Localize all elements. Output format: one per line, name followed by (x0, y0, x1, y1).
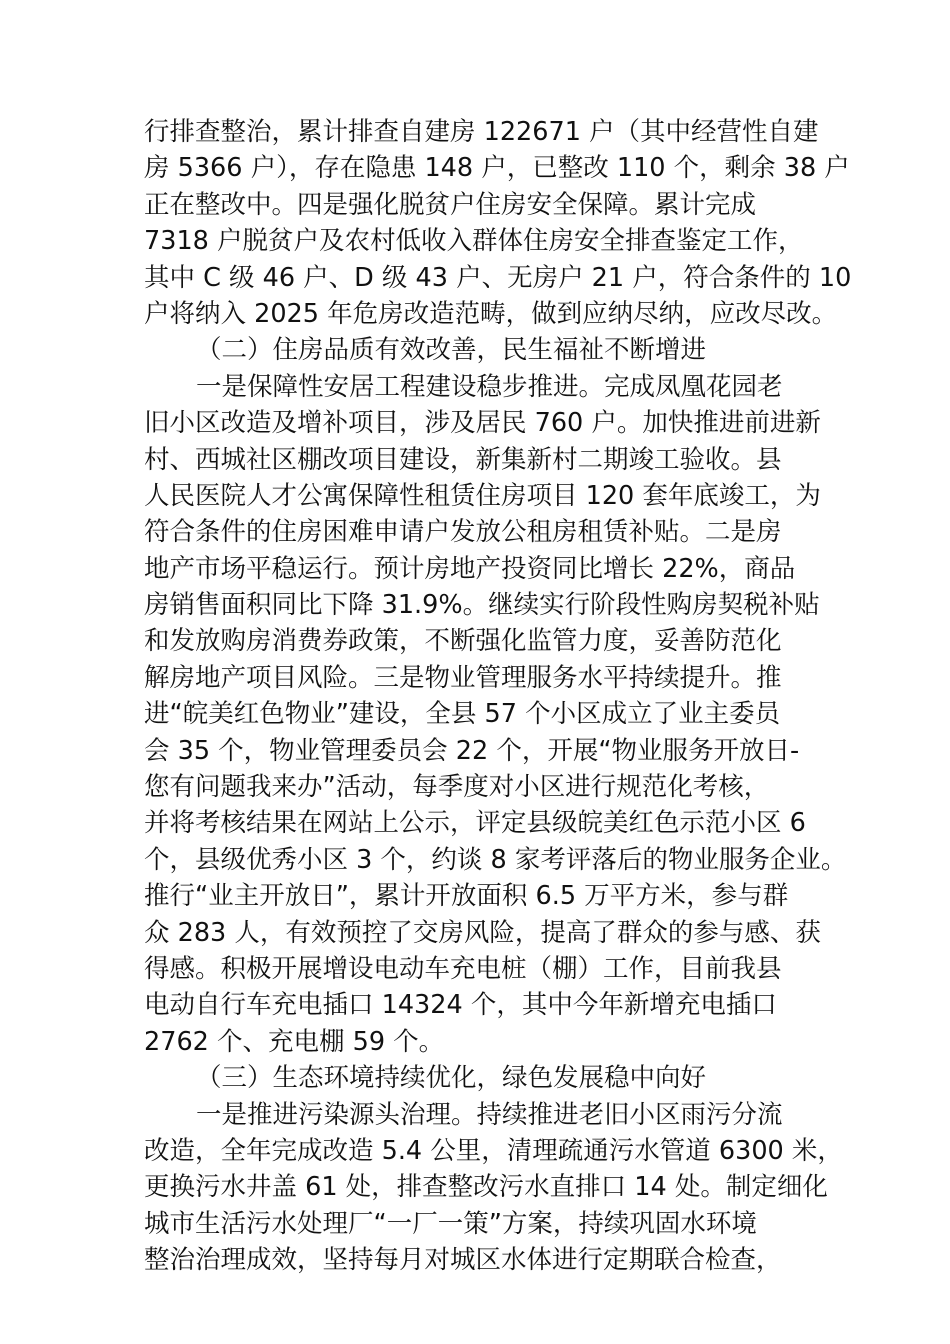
text-line: 城市生活污水处理厂“一厂一策”方案，持续巩固水环境 (144, 1208, 757, 1239)
paragraph-start-line: 一是推进污染源头治理。持续推进老旧小区雨污分流 (196, 1099, 783, 1130)
text-line: 7318 户脱贫户及农村低收入群体住房安全排查鉴定工作， (144, 226, 804, 257)
text-line: 进“皖美红色物业”建设，全县 57 个小区成立了业主委员 (144, 699, 781, 730)
text-line: 旧小区改造及增补项目，涉及居民 760 户。加快推进前进新 (144, 408, 821, 439)
text-line: 您有问题我来办”活动，每季度对小区进行规范化考核， (144, 772, 770, 803)
text-line: 房销售面积同比下降 31.9%。继续实行阶段性购房契税补贴 (144, 590, 820, 621)
text-line: 行排查整治，累计排查自建房 122671 户（其中经营性自建 (144, 117, 819, 147)
text-line: 人民医院人才公寓保障性租赁住房项目 120 套年底竣工，为 (144, 480, 821, 511)
text-line: 得感。积极开展增设电动车充电桩（棚）工作，目前我县 (144, 953, 782, 984)
text-line: 和发放购房消费券政策，不断强化监管力度，妥善防范化 (144, 626, 782, 657)
text-line: 改造，全年完成改造 5.4 公里，清理疏通污水管道 6300 米， (144, 1135, 843, 1166)
text-line: 解房地产项目风险。三是物业管理服务水平持续提升。推 (144, 662, 782, 693)
section-heading-3: （三）生态环境持续优化，绿色发展稳中向好 (196, 1063, 707, 1094)
document-page (144, 114, 852, 1279)
text-line: 地产市场平稳运行。预计房地产投资同比增长 22%，商品 (144, 553, 796, 584)
text-line: 会 35 个，物业管理委员会 22 个，开展“物业服务开放日- (144, 735, 800, 766)
text-line: 推行“业主开放日”，累计开放面积 6.5 万平方米，参与群 (144, 881, 789, 912)
text-line: 2762 个、充电棚 59 个。 (144, 1026, 445, 1057)
text-line: 整治治理成效，坚持每月对城区水体进行定期联合检查， (144, 1245, 782, 1276)
text-line: 更换污水井盖 61 处，排查整改污水直排口 14 处。制定细化 (144, 1172, 828, 1203)
text-line: 众 283 人，有效预控了交房风险，提高了群众的参与感、获 (144, 917, 821, 948)
text-line: 户将纳入 2025 年危房改造范畴，做到应纳尽纳，应改尽改。 (144, 298, 838, 329)
section-heading-2: （二）住房品质有效改善，民生福祉不断增进 (196, 335, 707, 366)
text-line: 其中 C 级 46 户、D 级 43 户、无房户 21 户，符合条件的 10 (144, 262, 852, 293)
text-line: 房 5366 户），存在隐患 148 户，已整改 110 个，剩余 38 户 (144, 153, 850, 184)
paragraph-start-line: 一是保障性安居工程建设稳步推进。完成凤凰花园老 (196, 371, 783, 402)
text-line: 正在整改中。四是强化脱贫户住房安全保障。累计完成 (144, 189, 757, 220)
text-line: 村、西城社区棚改项目建设，新集新村二期竣工验收。县 (144, 444, 782, 475)
text-line: 电动自行车充电插口 14324 个，其中今年新增充电插口 (144, 990, 777, 1021)
text-line: 并将考核结果在网站上公示，评定县级皖美红色示范小区 6 (144, 808, 806, 839)
text-line: 符合条件的住房困难申请户发放公租房租赁补贴。二是房 (144, 517, 782, 548)
text-line: 个，县级优秀小区 3 个，约谈 8 家考评落后的物业服务企业。 (144, 844, 847, 875)
